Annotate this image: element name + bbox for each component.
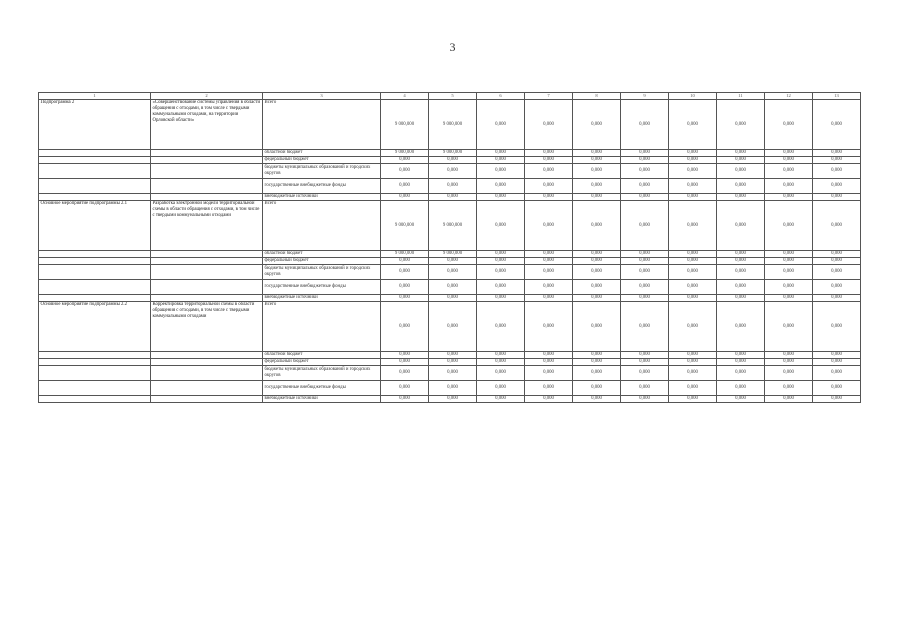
empty-cell bbox=[151, 265, 263, 280]
funding-source-cell: федеральный бюджет bbox=[263, 157, 381, 164]
value-cell: 0,000 bbox=[765, 359, 813, 366]
value-cell: 0,000 bbox=[381, 352, 429, 359]
value-cell: 0,000 bbox=[429, 352, 477, 359]
value-cell: 0,000 bbox=[381, 164, 429, 179]
value-cell: 0,000 bbox=[477, 359, 525, 366]
value-cell: 0,000 bbox=[525, 164, 573, 179]
value-cell: 0,000 bbox=[669, 150, 717, 157]
value-cell: 0,000 bbox=[813, 381, 861, 396]
value-cell: 0,000 bbox=[429, 295, 477, 302]
table-row bbox=[39, 359, 861, 366]
value-cell: 0,000 bbox=[621, 251, 669, 258]
value-cell: 0,000 bbox=[477, 179, 525, 194]
value-cell: 0,000 bbox=[621, 366, 669, 381]
value-cell: 9 000,000 bbox=[381, 100, 429, 150]
value-cell: 0,000 bbox=[717, 201, 765, 251]
value-cell: 0,000 bbox=[717, 258, 765, 265]
value-cell: 0,000 bbox=[669, 359, 717, 366]
empty-cell bbox=[151, 280, 263, 295]
empty-cell bbox=[39, 280, 151, 295]
value-cell: 0,000 bbox=[717, 381, 765, 396]
value-cell: 0,000 bbox=[669, 265, 717, 280]
value-cell: 0,000 bbox=[621, 280, 669, 295]
value-cell: 0,000 bbox=[525, 359, 573, 366]
value-cell: 0,000 bbox=[621, 258, 669, 265]
table-row bbox=[39, 258, 861, 265]
empty-cell bbox=[39, 258, 151, 265]
funding-source-cell: внебюджетные источники bbox=[263, 396, 381, 403]
funding-source-cell: областной бюджет bbox=[263, 251, 381, 258]
column-header-11: 11 bbox=[717, 93, 765, 100]
value-cell: 0,000 bbox=[429, 157, 477, 164]
value-cell: 0,000 bbox=[765, 265, 813, 280]
value-cell: 0,000 bbox=[477, 295, 525, 302]
table-row bbox=[39, 280, 861, 295]
value-cell: 0,000 bbox=[573, 396, 621, 403]
value-cell: 0,000 bbox=[765, 157, 813, 164]
table-row bbox=[39, 265, 861, 280]
column-header-1: 1 bbox=[39, 93, 151, 100]
funding-source-cell: Всего bbox=[263, 201, 381, 251]
value-cell: 0,000 bbox=[813, 150, 861, 157]
value-cell: 9 000,000 bbox=[429, 251, 477, 258]
table-row bbox=[39, 157, 861, 164]
value-cell: 0,000 bbox=[525, 179, 573, 194]
value-cell: 0,000 bbox=[669, 164, 717, 179]
column-header-7: 7 bbox=[525, 93, 573, 100]
empty-cell bbox=[39, 359, 151, 366]
funding-source-cell: внебюджетные источники bbox=[263, 295, 381, 302]
value-cell: 0,000 bbox=[765, 150, 813, 157]
value-cell: 0,000 bbox=[381, 359, 429, 366]
funding-source-cell: федеральный бюджет bbox=[263, 359, 381, 366]
value-cell: 0,000 bbox=[765, 194, 813, 201]
value-cell: 0,000 bbox=[813, 280, 861, 295]
column-header-2: 2 bbox=[151, 93, 263, 100]
column-header-3: 3 bbox=[263, 93, 381, 100]
value-cell: 0,000 bbox=[813, 251, 861, 258]
value-cell: 0,000 bbox=[429, 396, 477, 403]
value-cell: 0,000 bbox=[717, 179, 765, 194]
table-row bbox=[39, 150, 861, 157]
empty-cell bbox=[39, 179, 151, 194]
empty-cell bbox=[151, 359, 263, 366]
value-cell: 0,000 bbox=[573, 258, 621, 265]
value-cell: 0,000 bbox=[765, 381, 813, 396]
value-cell: 0,000 bbox=[621, 381, 669, 396]
value-cell: 0,000 bbox=[813, 396, 861, 403]
value-cell: 0,000 bbox=[669, 381, 717, 396]
value-cell: 0,000 bbox=[765, 302, 813, 352]
value-cell: 0,000 bbox=[477, 258, 525, 265]
funding-source-cell: государственные внебюджетные фонды bbox=[263, 280, 381, 295]
value-cell: 0,000 bbox=[717, 150, 765, 157]
value-cell: 0,000 bbox=[765, 295, 813, 302]
value-cell: 0,000 bbox=[429, 381, 477, 396]
table-row bbox=[39, 194, 861, 201]
value-cell: 0,000 bbox=[573, 295, 621, 302]
column-header-5: 5 bbox=[429, 93, 477, 100]
value-cell: 0,000 bbox=[477, 302, 525, 352]
value-cell: 0,000 bbox=[573, 201, 621, 251]
value-cell: 0,000 bbox=[717, 295, 765, 302]
value-cell: 0,000 bbox=[717, 100, 765, 150]
value-cell: 0,000 bbox=[525, 381, 573, 396]
value-cell: 0,000 bbox=[765, 100, 813, 150]
table-body bbox=[39, 100, 861, 403]
value-cell: 9 000,000 bbox=[381, 251, 429, 258]
value-cell: 0,000 bbox=[429, 359, 477, 366]
value-cell: 0,000 bbox=[525, 295, 573, 302]
value-cell: 0,000 bbox=[381, 258, 429, 265]
value-cell: 0,000 bbox=[573, 359, 621, 366]
page-number: 3 bbox=[449, 40, 456, 54]
empty-cell bbox=[39, 150, 151, 157]
value-cell: 0,000 bbox=[669, 366, 717, 381]
value-cell: 0,000 bbox=[813, 359, 861, 366]
program-description-cell: Разработка электронной модели территориальной схемы в области обращения с отходами, в том числе с твердыми коммунальными отходами bbox=[151, 201, 263, 251]
value-cell: 0,000 bbox=[525, 157, 573, 164]
value-cell: 0,000 bbox=[381, 302, 429, 352]
value-cell: 0,000 bbox=[477, 100, 525, 150]
value-cell: 0,000 bbox=[717, 251, 765, 258]
table-row bbox=[39, 251, 861, 258]
table-row bbox=[39, 302, 861, 352]
value-cell: 0,000 bbox=[573, 381, 621, 396]
value-cell: 9 000,000 bbox=[429, 201, 477, 251]
value-cell: 0,000 bbox=[813, 366, 861, 381]
value-cell: 9 000,000 bbox=[381, 201, 429, 251]
empty-cell bbox=[151, 251, 263, 258]
funding-source-cell: Всего bbox=[263, 302, 381, 352]
value-cell: 0,000 bbox=[765, 201, 813, 251]
empty-cell bbox=[151, 366, 263, 381]
value-cell: 0,000 bbox=[477, 150, 525, 157]
value-cell: 0,000 bbox=[477, 157, 525, 164]
value-cell: 0,000 bbox=[525, 150, 573, 157]
funding-source-cell: федеральный бюджет bbox=[263, 258, 381, 265]
value-cell: 0,000 bbox=[429, 258, 477, 265]
value-cell: 0,000 bbox=[573, 251, 621, 258]
value-cell: 0,000 bbox=[381, 157, 429, 164]
value-cell: 0,000 bbox=[381, 366, 429, 381]
value-cell: 0,000 bbox=[477, 265, 525, 280]
program-description-cell: Корректировка территориальной схемы в области обращения с отходами, в том числе с твердыми коммунальными отходами bbox=[151, 302, 263, 352]
value-cell: 0,000 bbox=[525, 280, 573, 295]
value-cell: 0,000 bbox=[813, 157, 861, 164]
value-cell: 0,000 bbox=[765, 258, 813, 265]
empty-cell bbox=[151, 352, 263, 359]
empty-cell bbox=[151, 179, 263, 194]
column-header-12: 12 bbox=[765, 93, 813, 100]
value-cell: 0,000 bbox=[525, 194, 573, 201]
value-cell: 0,000 bbox=[381, 280, 429, 295]
empty-cell bbox=[39, 352, 151, 359]
funding-source-cell: Всего bbox=[263, 100, 381, 150]
value-cell: 0,000 bbox=[525, 258, 573, 265]
value-cell: 0,000 bbox=[669, 251, 717, 258]
table-row bbox=[39, 352, 861, 359]
value-cell: 0,000 bbox=[621, 359, 669, 366]
value-cell: 0,000 bbox=[525, 201, 573, 251]
value-cell: 0,000 bbox=[717, 366, 765, 381]
value-cell: 0,000 bbox=[669, 157, 717, 164]
empty-cell bbox=[151, 164, 263, 179]
value-cell: 0,000 bbox=[573, 280, 621, 295]
value-cell: 0,000 bbox=[525, 265, 573, 280]
value-cell: 0,000 bbox=[429, 302, 477, 352]
value-cell: 0,000 bbox=[477, 381, 525, 396]
value-cell: 0,000 bbox=[813, 179, 861, 194]
value-cell: 0,000 bbox=[717, 164, 765, 179]
value-cell: 0,000 bbox=[525, 366, 573, 381]
value-cell: 0,000 bbox=[717, 157, 765, 164]
value-cell: 0,000 bbox=[573, 157, 621, 164]
table-row bbox=[39, 381, 861, 396]
funding-source-cell: государственные внебюджетные фонды bbox=[263, 381, 381, 396]
value-cell: 0,000 bbox=[621, 150, 669, 157]
value-cell: 0,000 bbox=[621, 157, 669, 164]
empty-cell bbox=[151, 381, 263, 396]
value-cell: 0,000 bbox=[573, 352, 621, 359]
value-cell: 0,000 bbox=[813, 258, 861, 265]
value-cell: 0,000 bbox=[717, 265, 765, 280]
empty-cell bbox=[151, 295, 263, 302]
funding-source-cell: государственные внебюджетные фонды bbox=[263, 179, 381, 194]
value-cell: 0,000 bbox=[813, 295, 861, 302]
value-cell: 0,000 bbox=[525, 251, 573, 258]
value-cell: 0,000 bbox=[813, 302, 861, 352]
value-cell: 0,000 bbox=[669, 280, 717, 295]
empty-cell bbox=[151, 194, 263, 201]
value-cell: 0,000 bbox=[477, 201, 525, 251]
value-cell: 0,000 bbox=[813, 100, 861, 150]
value-cell: 9 000,000 bbox=[429, 100, 477, 150]
table-row bbox=[39, 164, 861, 179]
program-name-cell: Основное мероприятие подпрограммы 2.2 bbox=[39, 302, 151, 352]
program-name-cell: Основное мероприятие подпрограммы 2.1 bbox=[39, 201, 151, 251]
funding-source-cell: бюджеты муниципальных образований и городских округов bbox=[263, 164, 381, 179]
table-row bbox=[39, 201, 861, 251]
value-cell: 0,000 bbox=[765, 352, 813, 359]
header-row bbox=[39, 93, 861, 100]
value-cell: 0,000 bbox=[573, 150, 621, 157]
value-cell: 0,000 bbox=[525, 100, 573, 150]
value-cell: 0,000 bbox=[621, 302, 669, 352]
empty-cell bbox=[151, 258, 263, 265]
value-cell: 0,000 bbox=[621, 396, 669, 403]
value-cell: 0,000 bbox=[429, 280, 477, 295]
table-row bbox=[39, 179, 861, 194]
value-cell: 0,000 bbox=[525, 302, 573, 352]
value-cell: 0,000 bbox=[573, 194, 621, 201]
value-cell: 0,000 bbox=[669, 295, 717, 302]
value-cell: 0,000 bbox=[765, 251, 813, 258]
value-cell: 9 000,000 bbox=[381, 150, 429, 157]
empty-cell bbox=[39, 366, 151, 381]
value-cell: 0,000 bbox=[429, 265, 477, 280]
value-cell: 0,000 bbox=[717, 280, 765, 295]
value-cell: 0,000 bbox=[813, 194, 861, 201]
value-cell: 0,000 bbox=[621, 295, 669, 302]
value-cell: 0,000 bbox=[621, 265, 669, 280]
value-cell: 0,000 bbox=[573, 164, 621, 179]
value-cell: 0,000 bbox=[765, 164, 813, 179]
value-cell: 0,000 bbox=[381, 295, 429, 302]
value-cell: 0,000 bbox=[621, 100, 669, 150]
value-cell: 0,000 bbox=[669, 396, 717, 403]
value-cell: 0,000 bbox=[381, 179, 429, 194]
value-cell: 0,000 bbox=[429, 164, 477, 179]
value-cell: 0,000 bbox=[381, 396, 429, 403]
value-cell: 0,000 bbox=[621, 352, 669, 359]
column-header-9: 9 bbox=[621, 93, 669, 100]
value-cell: 0,000 bbox=[669, 201, 717, 251]
empty-cell bbox=[39, 157, 151, 164]
funding-source-cell: бюджеты муниципальных образований и городских округов bbox=[263, 265, 381, 280]
value-cell: 0,000 bbox=[477, 164, 525, 179]
value-cell: 0,000 bbox=[717, 302, 765, 352]
value-cell: 0,000 bbox=[765, 396, 813, 403]
value-cell: 0,000 bbox=[813, 201, 861, 251]
value-cell: 0,000 bbox=[429, 194, 477, 201]
table-row bbox=[39, 366, 861, 381]
value-cell: 0,000 bbox=[477, 280, 525, 295]
value-cell: 0,000 bbox=[717, 194, 765, 201]
empty-cell bbox=[151, 157, 263, 164]
value-cell: 0,000 bbox=[621, 201, 669, 251]
value-cell: 0,000 bbox=[573, 179, 621, 194]
column-header-13: 13 bbox=[813, 93, 861, 100]
column-header-10: 10 bbox=[669, 93, 717, 100]
value-cell: 0,000 bbox=[669, 258, 717, 265]
value-cell: 0,000 bbox=[477, 194, 525, 201]
value-cell: 0,000 bbox=[429, 366, 477, 381]
value-cell: 0,000 bbox=[381, 265, 429, 280]
value-cell: 0,000 bbox=[765, 280, 813, 295]
empty-cell bbox=[39, 396, 151, 403]
value-cell: 0,000 bbox=[717, 352, 765, 359]
value-cell: 0,000 bbox=[765, 179, 813, 194]
funding-source-cell: внебюджетные источники bbox=[263, 194, 381, 201]
funding-source-cell: бюджеты муниципальных образований и городских округов bbox=[263, 366, 381, 381]
program-description-cell: «Совершенствование системы управления в области обращения с отходами, в том числе с твердыми коммунальными отходами, на территории Орловской области» bbox=[151, 100, 263, 150]
empty-cell bbox=[39, 164, 151, 179]
budget-table bbox=[38, 92, 861, 403]
value-cell: 0,000 bbox=[381, 194, 429, 201]
value-cell: 0,000 bbox=[573, 265, 621, 280]
column-header-4: 4 bbox=[381, 93, 429, 100]
value-cell: 0,000 bbox=[381, 381, 429, 396]
empty-cell bbox=[39, 381, 151, 396]
value-cell: 0,000 bbox=[477, 366, 525, 381]
value-cell: 0,000 bbox=[717, 396, 765, 403]
value-cell: 0,000 bbox=[717, 359, 765, 366]
value-cell: 0,000 bbox=[525, 396, 573, 403]
value-cell: 0,000 bbox=[669, 100, 717, 150]
program-name-cell: Подпрограмма 2 bbox=[39, 100, 151, 150]
table-row bbox=[39, 100, 861, 150]
value-cell: 0,000 bbox=[669, 352, 717, 359]
value-cell: 9 000,000 bbox=[429, 150, 477, 157]
empty-cell bbox=[39, 295, 151, 302]
value-cell: 0,000 bbox=[573, 366, 621, 381]
funding-source-cell: областной бюджет bbox=[263, 352, 381, 359]
value-cell: 0,000 bbox=[813, 352, 861, 359]
empty-cell bbox=[39, 265, 151, 280]
value-cell: 0,000 bbox=[477, 396, 525, 403]
value-cell: 0,000 bbox=[669, 179, 717, 194]
value-cell: 0,000 bbox=[813, 164, 861, 179]
value-cell: 0,000 bbox=[621, 194, 669, 201]
value-cell: 0,000 bbox=[621, 179, 669, 194]
value-cell: 0,000 bbox=[477, 251, 525, 258]
value-cell: 0,000 bbox=[525, 352, 573, 359]
value-cell: 0,000 bbox=[669, 194, 717, 201]
empty-cell bbox=[39, 194, 151, 201]
funding-source-cell: областной бюджет bbox=[263, 150, 381, 157]
empty-cell bbox=[151, 150, 263, 157]
value-cell: 0,000 bbox=[813, 265, 861, 280]
value-cell: 0,000 bbox=[669, 302, 717, 352]
value-cell: 0,000 bbox=[765, 366, 813, 381]
column-header-8: 8 bbox=[573, 93, 621, 100]
table-row bbox=[39, 295, 861, 302]
value-cell: 0,000 bbox=[573, 100, 621, 150]
column-header-6: 6 bbox=[477, 93, 525, 100]
empty-cell bbox=[39, 251, 151, 258]
value-cell: 0,000 bbox=[573, 302, 621, 352]
empty-cell bbox=[151, 396, 263, 403]
value-cell: 0,000 bbox=[477, 352, 525, 359]
value-cell: 0,000 bbox=[621, 164, 669, 179]
value-cell: 0,000 bbox=[429, 179, 477, 194]
table-row bbox=[39, 396, 861, 403]
